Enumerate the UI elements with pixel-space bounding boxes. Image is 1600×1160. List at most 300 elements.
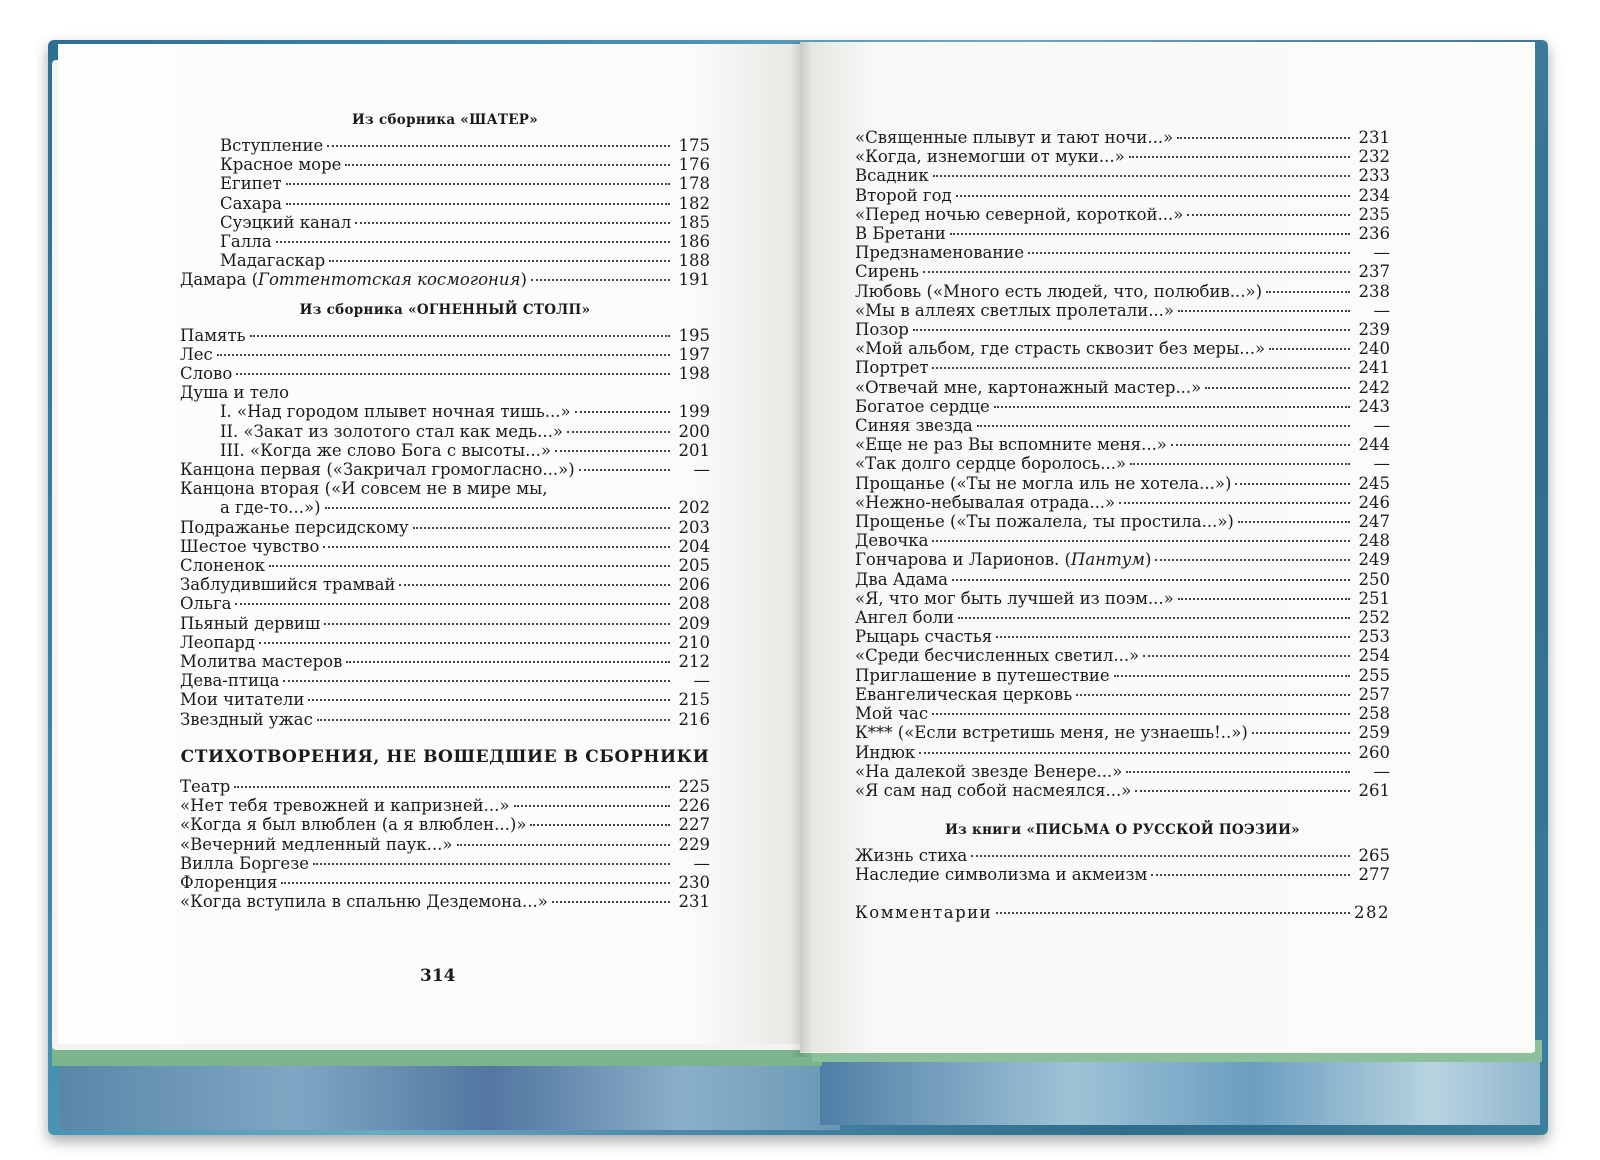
toc-entry: [180, 270, 710, 289]
leader-dots: [399, 583, 670, 586]
leader-dots: [932, 539, 1350, 542]
toc-entry: [855, 865, 1390, 884]
entry-title: К*** («Если встретишь меня, не узнаешь!..»): [855, 723, 1248, 743]
entry-page: 265: [1358, 846, 1390, 866]
leader-dots: [1143, 654, 1350, 657]
toc-entry: [180, 892, 710, 911]
entry-page: 208: [678, 594, 710, 614]
entry-page: 237: [1358, 262, 1390, 282]
entry-title: Красное море: [220, 155, 342, 175]
leader-dots: [950, 232, 1350, 235]
entry-page: 216: [678, 709, 710, 729]
entry-page: 182: [678, 193, 710, 213]
leader-dots: [259, 641, 670, 644]
toc-entry: [180, 690, 710, 709]
leader-dots: [971, 854, 1350, 857]
entry-page: 191: [678, 270, 710, 290]
toc-entry: [180, 854, 710, 873]
entry-page: 225: [678, 776, 710, 796]
entry-page: 261: [1358, 780, 1390, 800]
entry-page: —: [1373, 454, 1390, 474]
entry-title: «На далекой звезде Венере...»: [855, 761, 1123, 781]
leader-dots: [1171, 443, 1350, 446]
entry-title: [855, 550, 1151, 569]
toc-entry: [855, 262, 1390, 281]
entry-page: 231: [1358, 128, 1390, 147]
leader-dots: [323, 545, 670, 548]
entry-page: 200: [678, 421, 710, 441]
entry-page: 242: [1358, 377, 1390, 397]
entry-page: 248: [1358, 531, 1390, 551]
toc-entry: [180, 422, 710, 441]
toc-entry: [180, 232, 710, 251]
leader-dots: [281, 881, 670, 884]
entry-page: 258: [1358, 704, 1390, 724]
toc-entry: [855, 781, 1390, 800]
entry-page: 215: [678, 690, 710, 710]
cover-art-right: [820, 1060, 1540, 1125]
entry-title-part: Гончарова и Ларионов. (: [855, 550, 1071, 570]
entry-page: —: [1373, 761, 1390, 781]
toc-entry: [180, 383, 710, 402]
entry-page: 201: [678, 440, 710, 460]
toc-entry: [855, 627, 1390, 646]
page-number: 314: [420, 966, 456, 986]
leader-dots: [1238, 520, 1350, 523]
toc-entry: [855, 666, 1390, 685]
entry-title: Пьяный дервиш: [180, 613, 321, 633]
leader-dots: [1177, 136, 1350, 139]
leader-dots: [1178, 597, 1350, 600]
entry-page: 239: [1358, 320, 1390, 340]
entry-title: Прощанье («Ты не могла иль не хотела...»): [855, 473, 1232, 493]
toc-entry: [180, 873, 710, 892]
leader-dots: [325, 506, 670, 509]
toc-entry: [855, 570, 1390, 589]
entry-page: —: [693, 460, 710, 480]
spacer: [180, 290, 710, 302]
leader-dots: [933, 174, 1350, 177]
leader-dots: [286, 202, 670, 205]
toc-entry: [180, 194, 710, 213]
entry-page: 229: [678, 834, 710, 854]
leader-dots: [1235, 482, 1350, 485]
entry-page: 235: [1358, 204, 1390, 224]
entry-page: 206: [678, 575, 710, 595]
entry-page: 204: [678, 536, 710, 556]
toc-entry: [855, 224, 1390, 243]
entry-title: Богатое сердце: [855, 396, 990, 416]
leader-dots: [575, 410, 670, 413]
entry-page: 176: [678, 155, 710, 175]
entry-title: Память: [180, 325, 246, 345]
toc-entry: [855, 723, 1390, 742]
toc-entry: [180, 402, 710, 421]
entry-title: Приглашение в путешествие: [855, 665, 1110, 685]
toc-entry: [855, 454, 1390, 473]
toc-entry: [180, 633, 710, 652]
toc-entry: [180, 777, 710, 796]
leader-dots: [1130, 462, 1350, 465]
entry-title: Синяя звезда: [855, 416, 973, 436]
toc-entry: [855, 301, 1390, 320]
entry-title: Комментарии: [855, 902, 993, 922]
entry-title: «Мы в аллеях светлых пролетали...»: [855, 300, 1175, 320]
leader-dots: [345, 163, 670, 166]
toc-entry: [855, 846, 1390, 865]
section-heading-uncollected: СТИХОТВОРЕНИЯ, НЕ ВОШЕДШИЕ В СБОРНИКИ: [180, 746, 710, 767]
toc-entry: [180, 835, 710, 854]
toc-entry: [180, 498, 710, 517]
entry-page: 238: [1358, 281, 1390, 301]
toc-entry: [855, 147, 1390, 166]
entry-title-part: Дамара (: [180, 270, 259, 290]
left-toc: [180, 112, 710, 911]
entry-title: Суэцкий канал: [220, 212, 352, 232]
entry-page: 247: [1358, 512, 1390, 532]
spacer: [855, 885, 1390, 903]
leader-dots: [1135, 789, 1350, 792]
leader-dots: [236, 372, 670, 375]
entry-title: «Так долго сердце боролось...»: [855, 454, 1127, 474]
leader-dots: [552, 900, 670, 903]
entry-title: Леопард: [180, 632, 256, 652]
entry-title: Предзнаменование: [855, 243, 1025, 263]
entry-title: Ангел боли: [855, 608, 954, 628]
entry-title: Слово: [180, 364, 233, 384]
entry-title: Шестое чувство: [180, 536, 320, 556]
toc-entry: [180, 213, 710, 232]
leader-dots: [286, 182, 670, 185]
leader-dots: [308, 698, 670, 701]
entry-page: 202: [678, 498, 710, 518]
entry-page: —: [1373, 416, 1390, 436]
leader-dots: [1155, 558, 1350, 561]
leader-dots: [346, 660, 670, 663]
entry-title: Любовь («Много есть людей, что, полюбив...»): [855, 281, 1263, 301]
section-stolp-list: [180, 326, 710, 729]
entry-title: [180, 270, 527, 289]
toc-entry: [180, 364, 710, 383]
entry-page: —: [693, 853, 710, 873]
toc-entry: [180, 326, 710, 345]
leader-dots: [932, 366, 1350, 369]
toc-entry: [855, 608, 1390, 627]
entry-title: Мой час: [855, 704, 929, 724]
leader-dots: [923, 270, 1350, 273]
leader-dots: [355, 221, 670, 224]
leader-dots: [996, 635, 1350, 638]
toc-entry: [855, 646, 1390, 665]
entry-title: Рыцарь счастья: [855, 627, 993, 647]
toc-entry: [855, 704, 1390, 723]
entry-title: «Когда вступила в спальню Дездемона...»: [180, 892, 548, 912]
toc-entry: [180, 652, 710, 671]
entry-title: III. «Когда же слово Бога с высоты...»: [220, 440, 551, 460]
entry-title: Вилла Боргезе: [180, 853, 309, 873]
entry-title: «Среди бесчисленных светил...»: [855, 646, 1140, 666]
entry-title: «Перед ночью северной, короткой...»: [855, 204, 1184, 224]
entry-page: 231: [678, 892, 710, 912]
toc-entry: [180, 441, 710, 460]
leader-dots: [1119, 501, 1350, 504]
entry-page: 233: [1358, 166, 1390, 186]
toc-entry: [855, 282, 1390, 301]
entry-page: 205: [678, 556, 710, 576]
entry-title: Канцона вторая («И совсем не в мире мы,: [180, 479, 548, 499]
toc-entry: [180, 556, 710, 575]
leader-dots: [329, 259, 670, 262]
entry-page: 203: [678, 517, 710, 537]
entry-page: 282: [1354, 902, 1390, 922]
section-heading-letters: Из книги «ПИСЬМА О РУССКОЙ ПОЭЗИИ»: [945, 822, 1300, 839]
leader-dots: [269, 564, 670, 567]
toc-entry: [855, 166, 1390, 185]
toc-entry: [855, 339, 1390, 358]
entry-page: 253: [1358, 627, 1390, 647]
entry-title: В Бретани: [855, 224, 946, 244]
right-toc: [855, 128, 1390, 922]
entry-title: «Священные плывут и тают ночи...»: [855, 128, 1174, 147]
entry-page: 249: [1358, 550, 1390, 570]
entry-title: Наследие символизма и акмеизм: [855, 865, 1148, 885]
leader-dots: [1187, 213, 1350, 216]
entry-page: 230: [678, 872, 710, 892]
entry-page: —: [1373, 243, 1390, 263]
entry-page: 199: [678, 402, 710, 422]
leader-dots: [956, 194, 1350, 197]
entry-title-part: ): [1144, 550, 1152, 570]
entry-page: 185: [678, 212, 710, 232]
leader-dots: [283, 679, 670, 682]
entry-page: 188: [678, 251, 710, 271]
entry-page: 227: [678, 815, 710, 835]
entry-title: «Вечерний медленный паук...»: [180, 834, 453, 854]
leader-dots: [1252, 731, 1350, 734]
leader-dots: [250, 334, 670, 337]
leader-dots: [932, 712, 1350, 715]
entry-page: 241: [1358, 358, 1390, 378]
entry-page: 234: [1358, 185, 1390, 205]
section-letters-list: [855, 846, 1390, 884]
entry-title: Душа и тело: [180, 383, 290, 403]
toc-entry: [855, 512, 1390, 531]
entry-title: Индюк: [855, 742, 916, 762]
toc-entry: [855, 186, 1390, 205]
toc-entry: [180, 460, 710, 479]
leader-dots: [977, 424, 1350, 427]
entry-title: Портрет: [855, 358, 929, 378]
toc-entry: [180, 155, 710, 174]
toc-entry: [855, 243, 1390, 262]
leader-dots: [413, 526, 670, 529]
toc-entry: [855, 358, 1390, 377]
entry-title: «Отвечай мне, картонажный мастер...»: [855, 377, 1202, 397]
toc-entry: [180, 594, 710, 613]
entry-title: Мадагаскар: [220, 251, 326, 271]
entry-page: 240: [1358, 339, 1390, 359]
toc-entry: [855, 320, 1390, 339]
leader-dots: [952, 578, 1350, 581]
leader-dots: [1076, 693, 1350, 696]
entry-title: Дева-птица: [180, 671, 280, 691]
entry-title: Галла: [220, 232, 272, 252]
spacer: [855, 800, 1390, 822]
entry-page: 186: [678, 232, 710, 252]
toc-entry: [855, 589, 1390, 608]
entry-title: Сахара: [220, 193, 283, 213]
toc-entry: [180, 537, 710, 556]
toc-entry: [180, 174, 710, 193]
entry-page: 260: [1358, 742, 1390, 762]
entry-page: 245: [1358, 473, 1390, 493]
book-gutter: [790, 42, 812, 1057]
toc-entry-comments: [855, 903, 1390, 922]
entry-title: Евангелическая церковь: [855, 684, 1073, 704]
toc-entry: [180, 815, 710, 834]
entry-title: Флоренция: [180, 872, 278, 892]
toc-entry: [855, 435, 1390, 454]
entry-page: 195: [678, 325, 710, 345]
toc-entry: [855, 685, 1390, 704]
entry-title: Два Адама: [855, 569, 948, 589]
entry-page: —: [693, 671, 710, 691]
leader-dots: [1114, 674, 1350, 677]
entry-title: Лес: [180, 344, 213, 364]
toc-entry: [180, 614, 710, 633]
section-shater-list: [180, 136, 710, 290]
entry-page: 212: [678, 652, 710, 672]
leader-dots: [1129, 155, 1350, 158]
entry-page: 226: [678, 796, 710, 816]
entry-page: 251: [1358, 588, 1390, 608]
entry-page: 232: [1358, 147, 1390, 167]
entry-title: Второй год: [855, 185, 952, 205]
entry-title: «Я, что мог быть лучшей из поэм...»: [855, 588, 1174, 608]
entry-title-part: ): [520, 270, 527, 290]
toc-entry: [855, 378, 1390, 397]
leader-dots: [457, 843, 670, 846]
entry-title: Звездный ужас: [180, 709, 313, 729]
leader-dots: [276, 240, 670, 243]
entry-page: 254: [1358, 646, 1390, 666]
toc-entry: [180, 796, 710, 815]
entry-title: Молитва мастеров: [180, 652, 343, 672]
leader-dots: [958, 616, 1350, 619]
entry-title: Сирень: [855, 262, 919, 282]
leader-dots: [317, 718, 670, 721]
entry-page: —: [1373, 300, 1390, 320]
entry-title: I. «Над городом плывет ночная тишь...»: [220, 402, 571, 422]
leader-dots: [1266, 290, 1350, 293]
leader-dots: [555, 449, 670, 452]
entry-page: 257: [1358, 684, 1390, 704]
leader-dots: [913, 328, 1350, 331]
entry-page: 236: [1358, 224, 1390, 244]
entry-page: 209: [678, 613, 710, 633]
toc-entry: [855, 743, 1390, 762]
leader-dots: [1178, 309, 1350, 312]
entry-title: «Я сам над собой насмеялся...»: [855, 780, 1132, 800]
leader-dots: [996, 911, 1350, 914]
entry-title: Вступление: [220, 136, 324, 155]
entry-page: 259: [1358, 723, 1390, 743]
entry-title: Прощенье («Ты пожалела, ты простила...»): [855, 512, 1234, 532]
section-heading-stolp: Из сборника «ОГНЕННЫЙ СТОЛП»: [299, 301, 591, 318]
toc-entry: [855, 397, 1390, 416]
toc-entry: [180, 251, 710, 270]
toc-entry: [180, 710, 710, 729]
right-entries-list: [855, 128, 1390, 800]
leader-dots: [1151, 873, 1350, 876]
leader-dots: [531, 278, 670, 281]
entry-title: Египет: [220, 174, 282, 194]
leader-dots: [217, 353, 670, 356]
entry-title: а где-то...»): [220, 498, 321, 518]
toc-entry: [855, 416, 1390, 435]
section-uncollected-list: [180, 777, 710, 911]
entry-title: Жизнь стиха: [855, 846, 968, 866]
entry-page: 277: [1358, 865, 1390, 885]
entry-title: Девочка: [855, 531, 929, 551]
entry-title: Подражанье персидскому: [180, 517, 409, 537]
entry-title: «Нежно-небывалая отрада...»: [855, 492, 1116, 512]
entry-title: «Нет тебя тревожней и капризней...»: [180, 796, 510, 816]
section-heading-shater: Из сборника «ШАТЕР»: [351, 112, 538, 128]
leader-dots: [313, 862, 670, 865]
leader-dots: [324, 622, 670, 625]
entry-title: «Мой альбом, где страсть сквозит без меры...»: [855, 339, 1266, 359]
entry-title-italic: Пантум: [1070, 550, 1145, 570]
toc-entry: [855, 493, 1390, 512]
entry-title: Ольга: [180, 594, 232, 614]
leader-dots: [994, 405, 1350, 408]
toc-entry: [180, 136, 710, 155]
toc-entry: [180, 345, 710, 364]
toc-entry: [855, 550, 1390, 569]
entry-title: II. «Закат из золотого стал как медь...»: [220, 421, 563, 441]
leader-dots: [1028, 251, 1350, 254]
toc-entry: [180, 671, 710, 690]
entry-page: 178: [678, 174, 710, 194]
leader-dots: [530, 823, 670, 826]
entry-title: Всадник: [855, 166, 929, 186]
entry-title-italic: Готтентотская космогония: [258, 270, 521, 290]
toc-entry: [180, 479, 710, 498]
entry-page: 198: [678, 364, 710, 384]
leader-dots: [1205, 386, 1350, 389]
entry-title: Слоненок: [180, 556, 266, 576]
toc-entry: [855, 762, 1390, 781]
entry-page: 244: [1358, 435, 1390, 455]
entry-page: 243: [1358, 396, 1390, 416]
toc-entry: [855, 205, 1390, 224]
entry-title: «Когда я был влюблен (а я влюблен...)»: [180, 815, 527, 835]
entry-page: 246: [1358, 492, 1390, 512]
entry-page: 197: [678, 344, 710, 364]
leader-dots: [579, 468, 670, 471]
toc-entry: [855, 128, 1390, 147]
entry-title: Заблудившийся трамвай: [180, 575, 396, 595]
leader-dots: [919, 751, 1350, 754]
leader-dots: [235, 602, 670, 605]
leader-dots: [514, 804, 670, 807]
entry-page: 175: [678, 136, 710, 155]
leader-dots: [567, 430, 670, 433]
entry-title: Канцона первая («Закричал громогласно...»): [180, 460, 575, 480]
toc-entry: [180, 518, 710, 537]
cover-art-left: [60, 1060, 840, 1130]
